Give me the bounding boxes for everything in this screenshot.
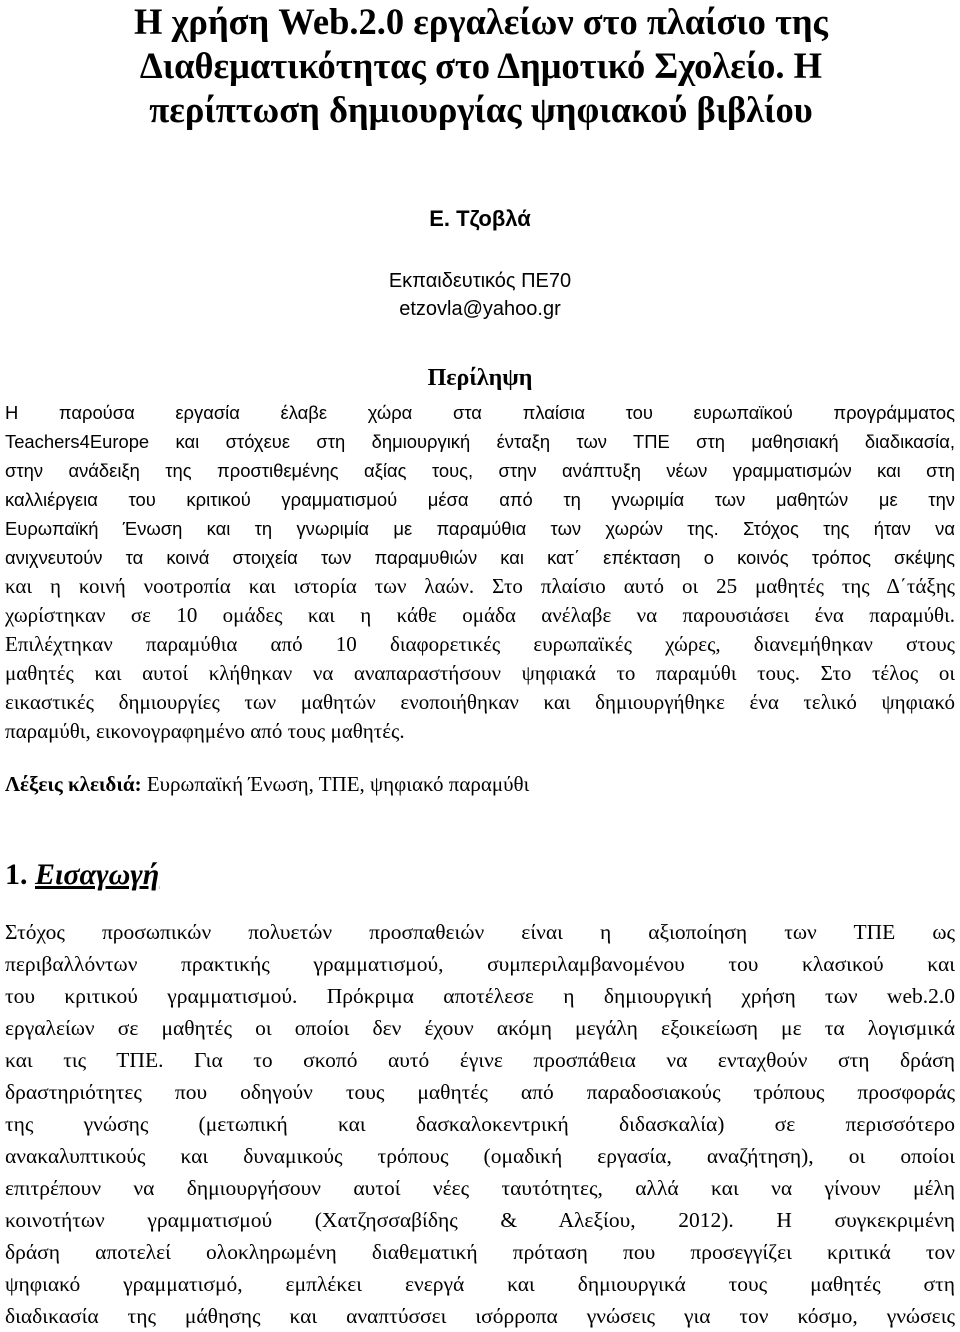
keywords-text: Ευρωπαϊκή Ένωση, ΤΠΕ, ψηφιακό παραμύθι (141, 772, 530, 796)
intro-line: και τις ΤΠΕ. Για το σκοπό αυτό έγινε προσπάθεια να ενταχθούν στη δράση (5, 1048, 955, 1072)
author-role: Εκπαιδευτικός ΠΕ70 (388, 270, 572, 292)
intro-line: του κριτικού γραμματισμού. Πρόκριμα αποτέλεσε η δημιουργική χρήση των web.2.0 (5, 984, 955, 1008)
keywords (5, 772, 955, 797)
title-line: Διαθεματικότητας στο Δημοτικό Σχολείο. Η (139, 45, 823, 86)
intro-line: περιβαλλόντων πρακτικής γραμματισμού, συμπεριλαμβανομένου του κλασικού και (5, 952, 955, 976)
intro-line: κοινοτήτων γραμματισμού (Χατζησσαβίδης & Αλεξίου, 2012). Η συγκεκριμένη (5, 1208, 955, 1232)
abstract-line: καλλιέργεια του κριτικού γραμματισμού μέσα από τη γνωριμία των μαθητών με την (5, 489, 955, 510)
intro-line: ψηφιακό γραμματισμό, εμπλέκει ενεργά και δημιουργικά τους μαθητές στη (5, 1272, 955, 1296)
author-name: Ε. Τζοβλά (429, 206, 531, 231)
intro-line: δράση αποτελεί ολοκληρωμένη διαθεματική πρόταση που προσεγγίζει κριτικά τον (5, 1240, 955, 1264)
author-email: etzovla@yahoo.gr (399, 298, 561, 320)
intro-line: εργαλείων σε μαθητές οι οποίοι δεν έχουν ακόμη μεγάλη εξοικείωση με τα λογισμικά (5, 1016, 955, 1040)
intro-line: δραστηριότητες που οδηγούν τους μαθητές από παραδοσιακούς τρόπους προσφοράς (5, 1080, 955, 1104)
intro-line: Στόχος προσωπικών πολυετών προσπαθειών είναι η αξιοποίηση των ΤΠΕ ως (5, 920, 955, 944)
abstract-body (5, 398, 955, 572)
abstract-line: στην ανάδειξη της προστιθεμένης αξίας τους, στην ανάπτυξη νέων γραμματισμών και στη (5, 460, 955, 481)
intro-line: της γνώσης (μετωπική και δασκαλοκεντρική διδασκαλία) σε περισσότερο (5, 1112, 955, 1136)
abstract-line: Επιλέχτηκαν παραμύθια από 10 διαφορετικές ευρωπαϊκές χώρες, διανεμήθηκαν στους (5, 632, 955, 656)
keywords-label: Λέξεις κλειδιά: (5, 772, 142, 796)
abstract-line: Teachers4Europe και στόχευε στη δημιουργική ένταξη των ΤΠΕ στη μαθησιακή διαδικασία, (5, 431, 955, 452)
abstract-line: Η παρούσα εργασία έλαβε χώρα στα πλαίσια του ευρωπαϊκού προγράμματος (5, 402, 955, 423)
section-title: Εισαγωγή (35, 858, 160, 891)
title-line: Η χρήση Web.2.0 εργαλείων στο πλαίσιο της (134, 1, 828, 42)
intro-line: επιτρέπουν να δημιουργήσουν αυτοί νέες ταυτότητες, αλλά και να γίνουν μέλη (5, 1176, 955, 1200)
abstract-line: χωρίστηκαν σε 10 ομάδες και η κάθε ομάδα ανέλαβε να παρουσιάσει ένα παραμύθι. (5, 603, 955, 627)
abstract-line: και η κοινή νοοτροπία και ιστορία των λαών. Στο πλαίσιο αυτό οι 25 μαθητές της Δ΄τάξης (5, 574, 955, 598)
abstract-line: Ευρωπαϊκή Ένωση και τη γνωριμία με παραμύθια των χωρών της. Στόχος της ήταν να (5, 518, 955, 539)
abstract-line: εικαστικές δημιουργίες των μαθητών ενοποιήθηκαν και δημιουργήθηκε ένα τελικό ψηφιακό (5, 690, 955, 714)
intro-line: διαδικασία της μάθησης και αναπτύσσει ισόρροπα γνώσεις για τον κόσμο, γνώσεις (5, 1304, 955, 1328)
abstract-line: παραμύθι, εικονογραφημένο από τους μαθητές. (5, 719, 405, 743)
abstract-body-serif (5, 572, 955, 746)
section-heading (5, 858, 159, 892)
title-line: περίπτωση δημιουργίας ψηφιακού βιβλίου (149, 89, 813, 130)
abstract-line: ανιχνευτούν τα κοινά στοιχεία των παραμυθιών και κατ΄ επέκταση ο κοινός τρόπος σκέψης (5, 547, 955, 568)
abstract-heading: Περίληψη (427, 365, 533, 391)
intro-line: ανακαλυπτικούς και δυναμικούς τρόπους (ομαδική εργασία, αναζήτηση), οι οποίοι (5, 1144, 955, 1168)
intro-body (5, 916, 955, 1332)
paper-title (6, 0, 956, 132)
section-number: 1. (5, 858, 35, 891)
abstract-line: μαθητές και αυτοί κλήθηκαν να αναπαραστήσουν ψηφιακά το παραμύθι τους. Στο τέλος οι (5, 661, 955, 685)
